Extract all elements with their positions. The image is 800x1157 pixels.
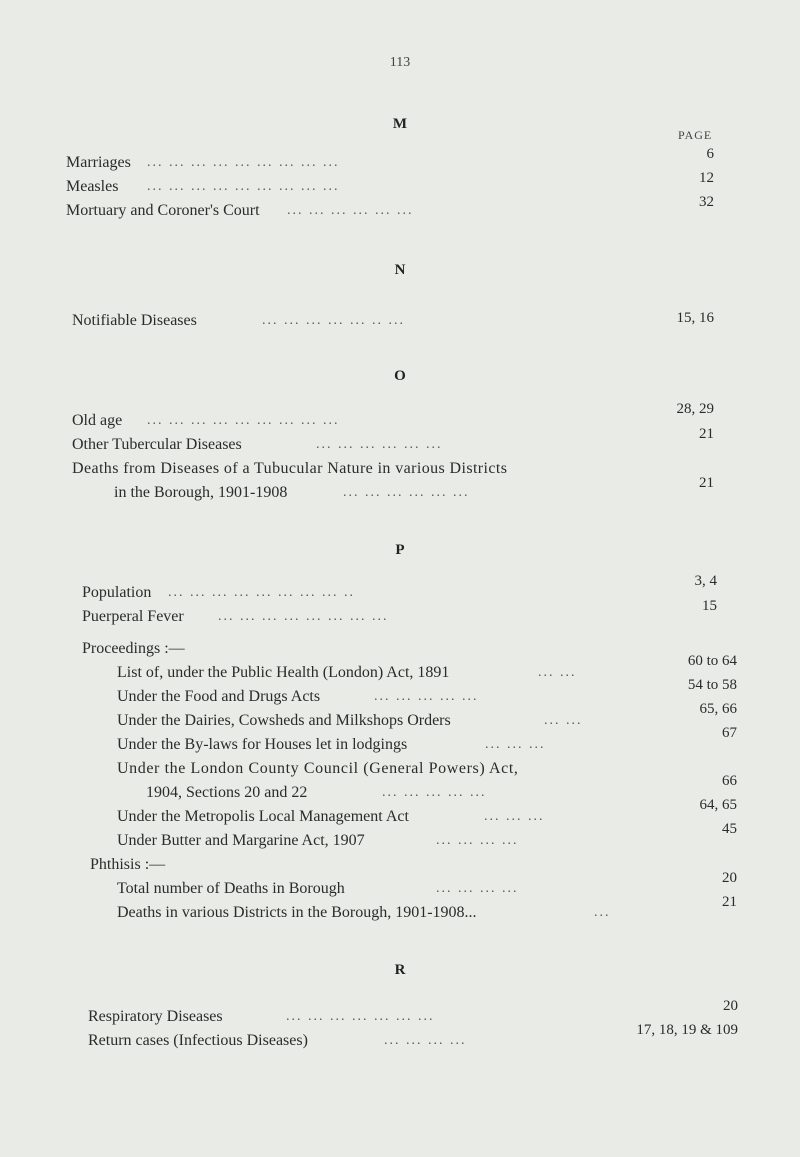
entry-page: 3, 4 [694,573,717,589]
entry-page: 12 [699,170,714,186]
leader-dots: ... ... ... ... ... .. ... [262,313,405,328]
entry-page: 54 to 58 [687,677,737,693]
leader-dots: ... ... ... ... [436,881,519,896]
entry-page: 66 [722,773,737,789]
page-column-header: PAGE [678,128,713,142]
entry-label: Population [82,584,152,601]
leader-dots: ... [594,905,611,920]
section-letter-o: O [394,368,406,384]
entry-label: Notifiable Diseases [72,312,197,329]
leader-dots: ... ... ... ... ... ... ... ... ... [147,413,340,428]
section-letter-p: P [395,542,405,558]
entry-page: 20 [723,998,738,1014]
entry-label: Respiratory Diseases [88,1008,223,1025]
leader-dots: ... ... [544,713,583,728]
leader-dots: ... ... ... ... ... ... ... ... ... [147,179,340,194]
entry-label: Under the Food and Drugs Acts [117,688,321,705]
entry-label: Old age [72,412,123,429]
leader-dots: ... ... ... ... ... [374,689,479,704]
entry-label: List of, under the Public Health (London) Act, 1891 [117,664,450,681]
entry-page: 60 to 64 [687,653,737,669]
entry-label: Deaths from Diseases of a Tubucular Nature in various Districts [72,460,508,477]
entry-label: Deaths in various Districts in the Borough, 1901-1908... [117,904,477,921]
entry-label: Under Butter and Margarine Act, 1907 [117,832,365,849]
leader-dots: ... ... ... ... ... ... ... [286,1009,435,1024]
leader-dots: ... ... ... [484,809,545,824]
page-number: 113 [389,55,411,70]
entry-label: 1904, Sections 20 and 22 [146,784,308,801]
entry-label: Mortuary and Coroner's Court [66,202,260,219]
section-letter-n: N [394,262,406,278]
entry-page: 21 [699,426,714,442]
leader-dots: ... ... ... ... ... ... ... ... [218,609,389,624]
leader-dots: ... ... ... ... ... ... [316,437,443,452]
entry-page: 65, 66 [699,701,737,717]
entry-page: 20 [722,870,737,886]
entry-page: 15, 16 [676,310,714,326]
leader-dots: ... ... ... ... [384,1033,467,1048]
leader-dots: ... ... ... ... ... ... [343,485,470,500]
entry-label: Total number of Deaths in Borough [117,880,345,897]
entry-page: 32 [699,194,714,210]
entry-page: 15 [702,598,717,614]
leader-dots: ... ... ... ... ... [382,785,487,800]
entry-label: Return cases (Infectious Diseases) [88,1032,308,1049]
entry-page: 45 [722,821,737,837]
section-letter-r: R [394,962,406,978]
entry-label: Measles [66,178,119,195]
entry-label: Proceedings :— [82,640,185,657]
leader-dots: ... ... ... ... ... ... ... ... ... [147,155,340,170]
entry-label: Under the Dairies, Cowsheds and Milkshops Orders [117,712,451,729]
leader-dots: ... ... [538,665,577,680]
entry-page: 6 [706,146,714,162]
leader-dots: ... ... ... ... ... ... [287,203,414,218]
entry-label: Marriages [66,154,131,171]
entry-page: 17, 18, 19 & 109 [636,1022,738,1038]
leader-dots: ... ... ... ... [436,833,519,848]
entry-label: Under the Metropolis Local Management Act [117,808,409,825]
entry-label: Phthisis :— [90,856,166,873]
entry-page: 28, 29 [676,401,714,417]
entry-label: in the Borough, 1901-1908 [114,484,288,501]
leader-dots: ... ... ... [485,737,546,752]
entry-page: 21 [722,894,737,910]
entry-label: Puerperal Fever [82,608,184,625]
leader-dots: ... ... ... ... ... ... ... ... .. [168,585,355,600]
entry-label: Under the By-laws for Houses let in lodgings [117,736,408,753]
entry-label: Under the London County Council (General Powers) Act, [117,760,519,777]
entry-page: 67 [722,725,737,741]
entry-label: Other Tubercular Diseases [72,436,242,453]
section-letter-m: M [392,116,408,132]
entry-page: 64, 65 [699,797,737,813]
entry-page: 21 [699,475,714,491]
